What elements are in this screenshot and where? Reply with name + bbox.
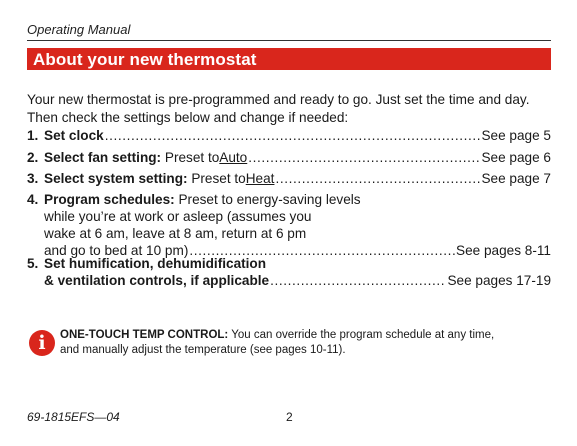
intro-paragraph	[27, 91, 557, 127]
step-title: Set clock	[44, 128, 104, 143]
step-fan-setting	[27, 149, 551, 166]
step-number: 1.	[27, 128, 39, 143]
step-number: 5.	[27, 256, 39, 271]
step-set-clock	[27, 127, 551, 144]
one-touch-callout	[60, 328, 555, 358]
step-system-setting	[27, 170, 551, 187]
page-title: About your new thermostat	[33, 50, 257, 69]
step-humidification	[27, 255, 551, 289]
dot-leader	[275, 170, 480, 187]
step-title: Program schedules:	[44, 192, 175, 207]
header-divider	[27, 40, 551, 41]
intro-line-2: Then check the settings below and change if needed:	[27, 110, 349, 125]
intro-line-1: Your new thermostat is pre-programmed and ready to go. Just set the time and day.	[27, 92, 530, 107]
callout-label: ONE-TOUCH TEMP CONTROL:	[60, 329, 229, 341]
step-description-line: wake at 6 am, leave at 8 am, return at 6 pm	[44, 226, 307, 241]
step-number: 2.	[27, 150, 39, 165]
callout-text-line: and manually adjust the temperature (see pages 10-11).	[60, 344, 346, 356]
title-bar	[27, 48, 551, 70]
step-title: Select fan setting:	[44, 150, 162, 165]
step-page-ref: See page 5	[481, 128, 551, 143]
step-preset-value: Auto	[219, 150, 248, 165]
dot-leader	[270, 272, 446, 289]
step-preset-value: Heat	[245, 171, 275, 186]
step-page-ref: See page 7	[481, 171, 551, 186]
step-description: Preset to energy-saving levels	[178, 192, 361, 207]
step-title: Set humification, dehumidification	[44, 256, 267, 271]
step-program-schedules	[27, 191, 551, 259]
step-number: 3.	[27, 171, 39, 186]
step-page-ref: See pages 8-11	[456, 243, 551, 258]
callout-text: You can override the program schedule at any time,	[228, 329, 495, 341]
step-description-line: and go to bed at 10 pm)	[44, 243, 189, 258]
info-icon: i	[29, 330, 55, 356]
step-number: 4.	[27, 192, 39, 207]
step-page-ref: See page 6	[481, 150, 551, 165]
step-description-line: while you’re at work or asleep (assumes you	[44, 209, 312, 224]
document-code: 69-1815EFS—04	[27, 410, 120, 424]
dot-leader	[248, 149, 480, 166]
step-page-ref: See pages 17-19	[447, 273, 551, 288]
page-number: 2	[286, 410, 293, 424]
manual-label: Operating Manual	[27, 22, 131, 37]
step-title: Select system setting:	[44, 171, 188, 186]
step-title-line: & ventilation controls, if applicable	[44, 273, 270, 288]
step-preset-text: Preset to	[191, 171, 246, 186]
step-preset-text: Preset to	[164, 150, 220, 165]
dot-leader	[105, 127, 481, 144]
